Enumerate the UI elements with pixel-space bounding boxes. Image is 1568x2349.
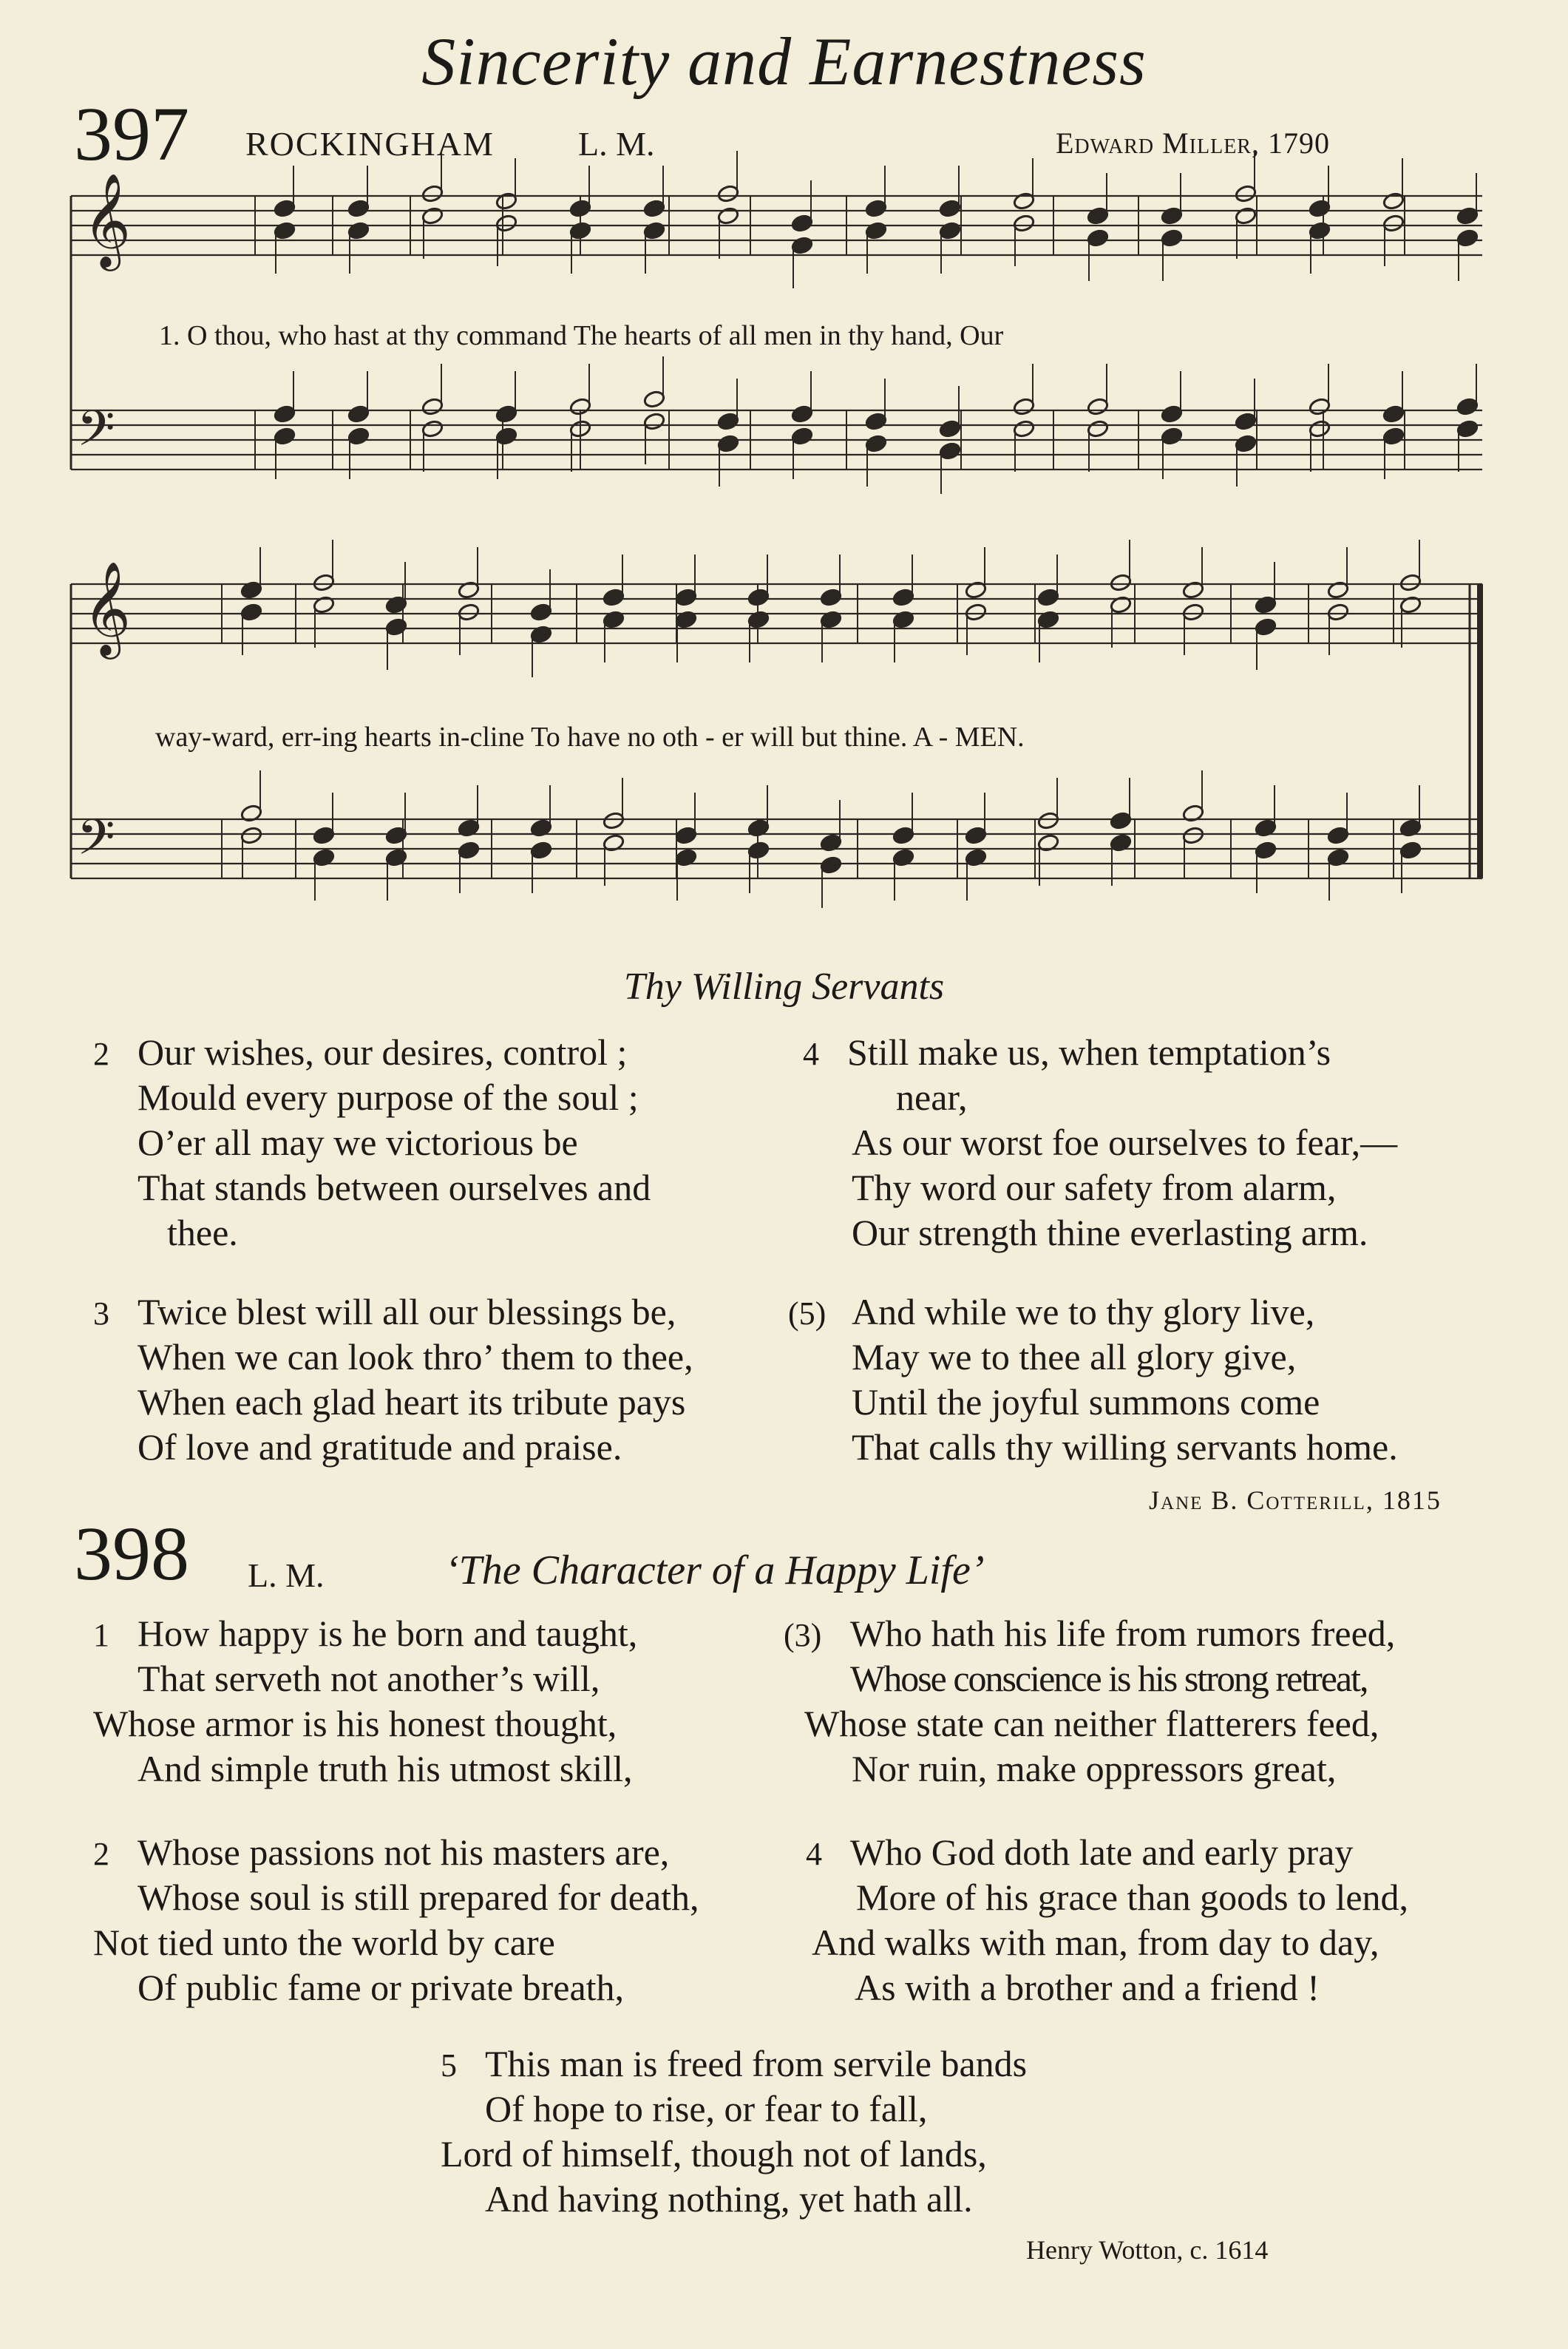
verse-line: Our wishes, our desires, control ; — [138, 1031, 628, 1073]
note-head — [1327, 603, 1350, 622]
note-head — [939, 441, 962, 461]
verse-line: And having nothing, yet hath all. — [485, 2178, 973, 2220]
note-head — [313, 573, 336, 592]
bass-clef-icon: 𝄢 — [77, 809, 115, 878]
note-head — [865, 199, 888, 218]
verse-line: And simple truth his utmost skill, — [138, 1748, 633, 1789]
note-head — [569, 397, 592, 416]
note-head — [495, 404, 518, 424]
note-head — [1161, 404, 1184, 424]
note-head — [1013, 397, 1036, 416]
verse-line: Whose armor is his honest thought, — [93, 1703, 617, 1744]
note-head — [274, 427, 296, 446]
verse-line: More of his grace than goods to lend, — [856, 1877, 1409, 1918]
verse-line: Mould every purpose of the soul ; — [138, 1077, 639, 1118]
verse-line: How happy is he born and taught, — [138, 1613, 638, 1654]
note-head — [347, 199, 370, 218]
hymn-397-author: Jane B. Cotterill, 1815 — [1149, 1485, 1442, 1515]
verse-line: That serveth not another’s will, — [138, 1658, 600, 1699]
note-head — [347, 404, 370, 424]
note-head — [1110, 811, 1133, 830]
lyrics-line-1: 1. O thou, who hast at thy command The hearts of all men in thy hand, Our — [159, 320, 1004, 351]
note-head — [939, 221, 962, 240]
verse-line: Thy word our safety from alarm, — [852, 1167, 1337, 1208]
note-head — [421, 419, 444, 438]
note-head — [791, 427, 814, 446]
note-head — [274, 199, 296, 218]
note-head — [820, 855, 843, 875]
note-head — [240, 603, 263, 622]
note-head — [1309, 221, 1331, 240]
note-head — [458, 603, 481, 622]
verse-number: 1 — [93, 1617, 109, 1653]
note-head — [892, 826, 915, 845]
note-head — [1382, 214, 1405, 233]
music-score — [0, 0, 1568, 932]
note-head — [675, 588, 698, 607]
note-head — [1087, 419, 1110, 438]
note-head — [1382, 404, 1405, 424]
verse-line: May we to thee all glory give, — [852, 1336, 1297, 1377]
note-head — [892, 588, 915, 607]
note-head — [1037, 588, 1060, 607]
note-head — [643, 412, 666, 431]
note-head — [1013, 419, 1036, 438]
note-head — [939, 199, 962, 218]
verse-number: 3 — [93, 1295, 109, 1332]
treble-clef-icon: 𝄞 — [83, 172, 132, 267]
verse-line: Lord of himself, though not of lands, — [441, 2133, 987, 2175]
note-head — [495, 191, 518, 211]
verse-line: When we can look thro’ them to thee, — [138, 1336, 693, 1377]
note-head — [791, 214, 814, 233]
hymn-398-title: ‘The Character of a Happy Life’ — [445, 1548, 985, 1593]
verse-line: That stands between ourselves and — [138, 1167, 651, 1208]
note-head — [820, 588, 843, 607]
hymn-398-number: 398 — [74, 1511, 189, 1596]
verse-line: Our strength thine everlasting arm. — [852, 1212, 1368, 1253]
verse-line: Of hope to rise, or fear to fall, — [485, 2088, 928, 2129]
note-head — [1087, 228, 1110, 248]
verse-number: (5) — [788, 1295, 827, 1332]
note-head — [643, 390, 666, 409]
note-head — [1087, 397, 1110, 416]
note-head — [791, 236, 814, 255]
note-head — [1110, 573, 1133, 592]
note-head — [1255, 841, 1277, 860]
note-head — [939, 419, 962, 438]
verse-line: Who hath his life from rumors freed, — [850, 1613, 1396, 1654]
note-head — [274, 221, 296, 240]
note-head — [495, 214, 518, 233]
note-head — [603, 811, 625, 830]
note-head — [1456, 206, 1479, 226]
note-head — [1399, 573, 1422, 592]
note-head — [385, 826, 408, 845]
verse-number: 4 — [803, 1036, 819, 1072]
verse-line: Twice blest will all our blessings be, — [138, 1291, 676, 1332]
note-head — [1456, 419, 1479, 438]
note-head — [747, 841, 770, 860]
verse-line: Who God doth late and early pray — [850, 1831, 1354, 1873]
note-head — [791, 404, 814, 424]
note-head — [1235, 206, 1258, 226]
hymn-398-author: Henry Wotton, c. 1614 — [1026, 2235, 1269, 2265]
note-head — [747, 588, 770, 607]
note-head — [717, 206, 740, 226]
note-head — [643, 199, 666, 218]
note-head — [1255, 617, 1277, 637]
note-head — [1456, 228, 1479, 248]
note-head — [313, 826, 336, 845]
note-head — [1087, 206, 1110, 226]
verse-line: When each glad heart its tribute pays — [138, 1381, 686, 1423]
note-head — [274, 404, 296, 424]
note-head — [1161, 206, 1184, 226]
note-head — [865, 434, 888, 453]
note-head — [1182, 826, 1205, 845]
note-head — [1309, 419, 1331, 438]
note-head — [530, 841, 553, 860]
note-head — [865, 221, 888, 240]
note-head — [1013, 214, 1036, 233]
note-head — [643, 221, 666, 240]
note-head — [1309, 199, 1331, 218]
hymn-398-meter: L. M. — [248, 1556, 325, 1594]
note-head — [458, 841, 481, 860]
note-head — [1382, 191, 1405, 211]
verse-line: Not tied unto the world by care — [93, 1922, 555, 1963]
note-head — [1037, 811, 1060, 830]
note-head — [1235, 434, 1258, 453]
note-head — [421, 184, 444, 203]
composer: Edward Miller, 1790 — [1056, 126, 1330, 160]
note-head — [965, 826, 988, 845]
note-head — [1382, 427, 1405, 446]
note-head — [385, 617, 408, 637]
bass-clef-icon: 𝄢 — [77, 400, 115, 469]
section-title: Thy Willing Servants — [623, 966, 945, 1008]
treble-clef-icon: 𝄞 — [83, 560, 132, 655]
verse-line: As our worst foe ourselves to fear,— — [852, 1122, 1398, 1163]
note-head — [603, 588, 625, 607]
verse-line: As with a brother and a friend ! — [855, 1967, 1320, 2008]
note-head — [421, 397, 444, 416]
note-head — [569, 199, 592, 218]
verse-number: 5 — [441, 2047, 457, 2084]
note-head — [717, 434, 740, 453]
tune-name: ROCKINGHAM — [245, 125, 495, 163]
note-head — [1309, 397, 1331, 416]
hymn-397-number: 397 — [74, 92, 189, 177]
note-head — [717, 184, 740, 203]
verse-line: thee. — [167, 1212, 238, 1253]
note-head — [865, 412, 888, 431]
page-title: Sincerity and Earnestness — [421, 24, 1147, 99]
note-head — [965, 603, 988, 622]
note-head — [530, 603, 553, 622]
note-head — [569, 221, 592, 240]
note-head — [421, 206, 444, 226]
verse-line: That calls thy willing servants home. — [852, 1426, 1398, 1468]
verse-line: Of love and gratitude and praise. — [138, 1426, 622, 1468]
lyrics-line-2: way-ward, err-ing hearts in-cline To have no oth - er will but thine. A - MEN. — [155, 722, 1025, 753]
verse-line: Until the joyful summons come — [852, 1381, 1320, 1423]
verse-line: Whose state can neither flatterers feed, — [804, 1703, 1379, 1744]
verse-line: O’er all may we victorious be — [138, 1122, 578, 1163]
verse-number: 2 — [93, 1036, 109, 1072]
note-head — [1182, 603, 1205, 622]
note-head — [495, 427, 518, 446]
note-head — [1235, 412, 1258, 431]
note-head — [1161, 427, 1184, 446]
note-head — [675, 826, 698, 845]
note-head — [1399, 841, 1422, 860]
verse-line: And while we to thy glory live, — [852, 1291, 1315, 1332]
verse-line: Of public fame or private breath, — [138, 1967, 625, 2008]
verse-line: Whose soul is still prepared for death, — [138, 1877, 699, 1918]
verse-line: And walks with man, from day to day, — [812, 1922, 1379, 1963]
verse-line: Still make us, when temptation’s — [847, 1031, 1331, 1073]
verse-line: Nor ruin, make oppressors great, — [852, 1748, 1337, 1789]
verse-number: 2 — [93, 1836, 109, 1872]
note-head — [347, 427, 370, 446]
note-head — [347, 221, 370, 240]
verse-line: Whose conscience is his strong retreat, — [850, 1658, 1368, 1699]
note-head — [240, 826, 263, 845]
note-head — [1013, 191, 1036, 211]
verse-line: Whose passions not his masters are, — [138, 1831, 670, 1873]
verse-number: (3) — [784, 1617, 822, 1653]
note-head — [717, 412, 740, 431]
verse-line: This man is freed from servile bands — [485, 2043, 1028, 2084]
verse-number: 4 — [806, 1836, 822, 1872]
note-head — [1327, 826, 1350, 845]
note-head — [1456, 397, 1479, 416]
note-head — [1235, 184, 1258, 203]
verse-line: near, — [896, 1077, 968, 1118]
note-head — [1161, 228, 1184, 248]
hymn-397-meter: L. M. — [578, 125, 655, 163]
